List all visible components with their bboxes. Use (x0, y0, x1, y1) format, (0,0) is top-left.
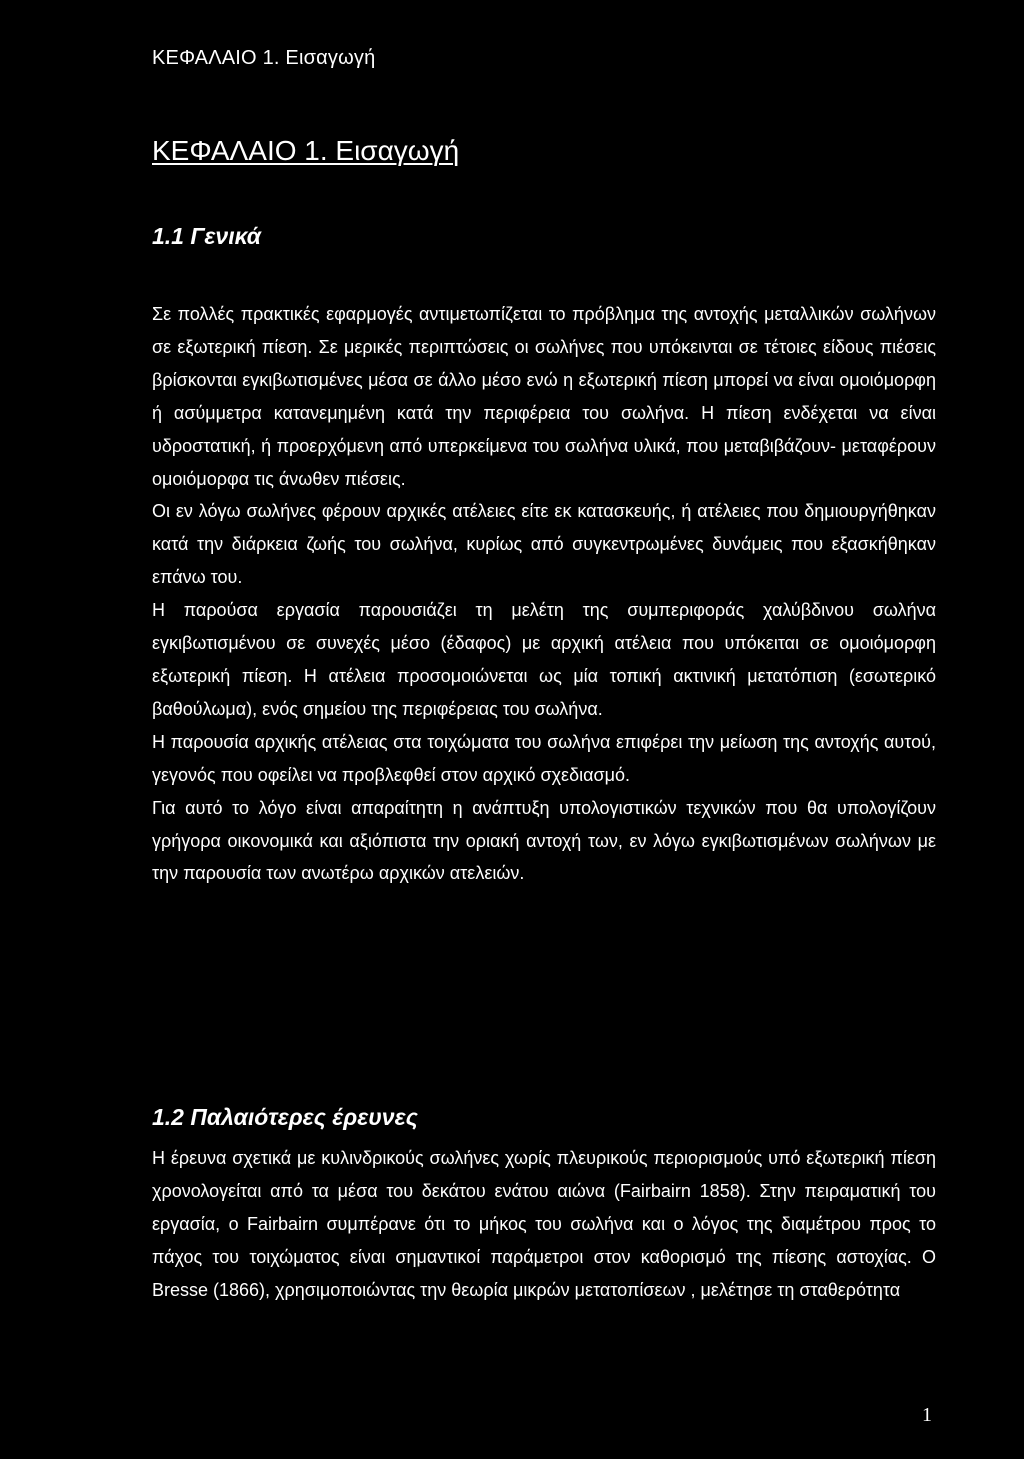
paragraph: Η παρούσα εργασία παρουσιάζει τη μελέτη της συμπεριφοράς χαλύβδινου σωλήνα εγκιβωτισμένου σε συνεχές μέσο (έδαφος) με αρχική ατέλεια που υπόκειται σε ομοιόμορφη εξωτερική πίεση. Η ατέλεια προσομοιώνεται ως μία τοπική ακτινική μετατόπιση (εσωτερικό βαθούλωμα), ενός σημείου της περιφέρειας του σωλήνα. (152, 600, 936, 719)
page-number: 1 (922, 1404, 932, 1426)
paragraph: Η έρευνα σχετικά με κυλινδρικούς σωλήνες χωρίς πλευρικούς περιορισμούς υπό εξωτερική πίεση χρονολογείται από τα μέσα του δεκάτου ενάτου αιώνα (Fairbairn 1858). Στην πειραματική του εργασία, ο Fairbairn συμπέρανε ότι το μήκος του σωλήνα και ο λόγος της διαμέτρου προς το πάχος του τοιχώματος είναι σημαντικοί παράμετροι στον καθορισμό της πίεσης αστοχίας. Ο Bresse (1866), χρησιμοποιώντας την θεωρία μικρών μετατοπίσεων , μελέτησε τη σταθερότητα (152, 1148, 936, 1300)
paragraph: Σε πολλές πρακτικές εφαρμογές αντιμετωπίζεται το πρόβλημα της αντοχής μεταλλικών σωλήνων σε εξωτερική πίεση. Σε μερικές περιπτώσεις οι σωλήνες που υπόκεινται σε τέτοιες είδους πιέσεις βρίσκονται εγκιβωτισμένες μέσα σε άλλο μέσο ενώ η εξωτερική πίεση μπορεί να είναι ομοιόμορφη ή ασύμμετρα κατανεμημένη κατά την περιφέρεια του σωλήνα. Η πίεση ενδέχεται να είναι υδροστατική, ή προερχόμενη από υπερκείμενα του σωλήνα υλικά, που μεταβιβάζουν- μεταφέρουν ομοιόμορφα τις άνωθεν πιέσεις. (152, 304, 936, 489)
section-heading-1-2: 1.2 Παλαιότερες έρευνες (152, 1104, 418, 1130)
section-body-1-2 (152, 1142, 936, 1307)
running-header: ΚΕΦΑΛΑΙΟ 1. Εισαγωγή (152, 47, 376, 69)
section-heading-1-1: 1.1 Γενικά (152, 223, 261, 249)
paragraph: Οι εν λόγω σωλήνες φέρουν αρχικές ατέλειες είτε εκ κατασκευής, ή ατέλειες που δημιουργήθηκαν κατά την διάρκεια ζωής του σωλήνα, κυρίως από συγκεντρωμένες δυνάμεις που εξασκήθηκαν επάνω του. (152, 501, 936, 588)
paragraph: Η παρουσία αρχικής ατέλειας στα τοιχώματα του σωλήνα επιφέρει την μείωση της αντοχής αυτού, γεγονός που οφείλει να προβλεφθεί στον αρχικό σχεδιασμό. (152, 731, 936, 785)
section-body-1-1 (152, 298, 936, 890)
paragraph: Για αυτό το λόγο είναι απαραίτητη η ανάπτυξη υπολογιστικών τεχνικών που θα υπολογίζουν γρήγορα οικονομικά και αξιόπιστα την οριακή αντοχή των, εν λόγω εγκιβωτισμένων σωλήνων με την παρουσία των ανωτέρω αρχικών ατελειών. (152, 797, 936, 884)
chapter-title: ΚΕΦΑΛΑΙΟ 1. Εισαγωγή (152, 135, 460, 166)
